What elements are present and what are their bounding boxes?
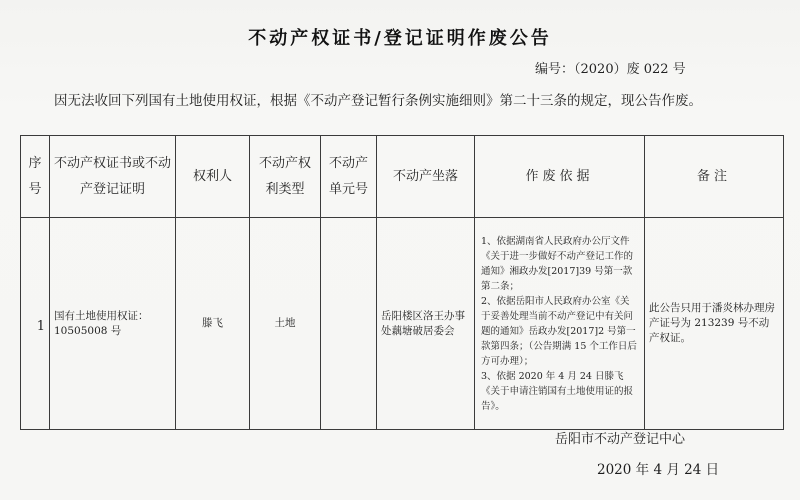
header-remark: 备注 — [645, 136, 784, 218]
row-basis — [475, 218, 645, 430]
intro-paragraph: 因无法收回下列国有土地使用权证，根据《不动产登记暂行条例实施细则》第二十三条的规定，现公告作废。 — [54, 93, 702, 109]
row-location: 岳阳楼区洛王办事处藕塘破居委会 — [377, 218, 475, 430]
row-seq: 1 — [21, 218, 50, 430]
issue-date: 2020 年 4 月 24 日 — [597, 462, 720, 478]
basis-item: 2、依据岳阳市人民政府办公室《关于妥善处理当前不动产登记中有关问题的通知》岳政办发[2017]2 号第一款第四条；（公告期满 15 个工作日后方可办理）； — [481, 295, 637, 367]
header-location: 不动产坐落 — [377, 136, 475, 218]
header-holder: 权利人 — [176, 136, 250, 218]
void-notice-table — [20, 135, 784, 430]
header-unit-number: 不动产单元号 — [321, 136, 377, 218]
basis-item: 1、依据湖南省人民政府办公厅文件《关于进一步做好不动产登记工作的通知》湘政办发[2017]39 号第一款第二条； — [481, 235, 634, 292]
row-holder: 滕飞 — [176, 218, 250, 430]
header-right-type: 不动产权利类型 — [250, 136, 321, 218]
header-certificate: 不动产权证书或不动产登记证明 — [50, 136, 176, 218]
row-certificate: 国有土地使用权证：10505008 号 — [50, 218, 176, 430]
row-right-type: 土地 — [250, 218, 321, 430]
table-row — [21, 218, 784, 430]
document-number: 编号：（2020）废 022 号 — [535, 62, 686, 77]
header-seq: 序号 — [21, 136, 50, 218]
issuing-organization: 岳阳市不动产登记中心 — [555, 432, 686, 447]
document-title: 不动产权证书/登记证明作废公告 — [248, 28, 552, 49]
row-remark: 此公告只用于潘炎林办理房产证号为 213239 号不动产权证。 — [645, 218, 784, 430]
basis-item: 3、依据 2020 年 4 月 24 日滕飞《关于申请注销国有土地使用证的报告》。 — [481, 370, 634, 412]
table-header-row — [21, 136, 784, 218]
header-basis: 作废依据 — [475, 136, 645, 218]
row-unit-number — [321, 218, 377, 430]
